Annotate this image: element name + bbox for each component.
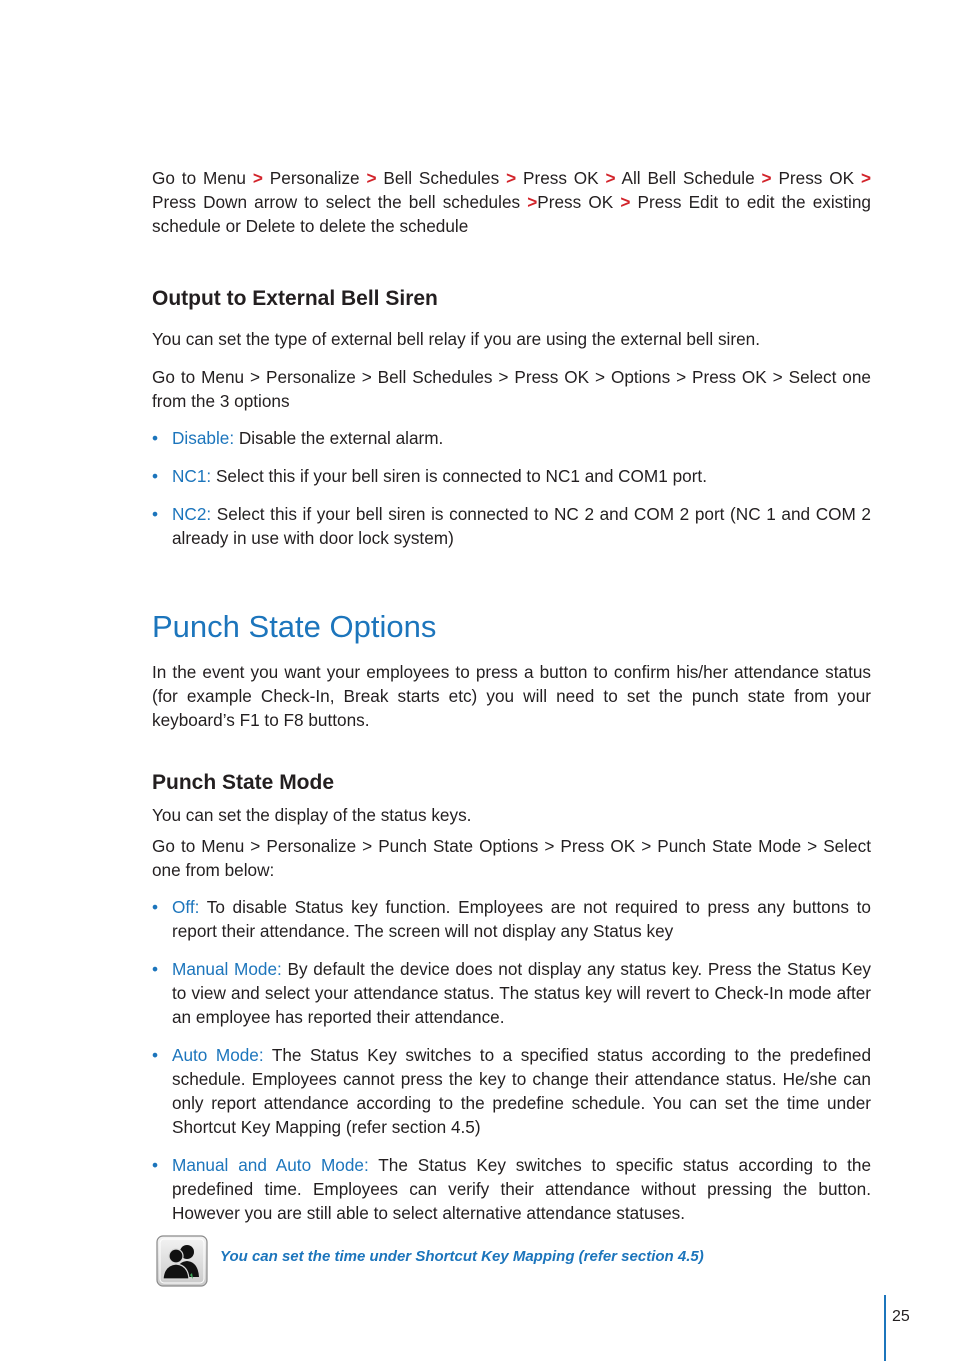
punch-state-description: In the event you want your employees to press a button to confirm his/her attendance status (for example Check-In, Break starts etc) you will need to set the punch state from your keyboard’s F1 to F8 buttons. xyxy=(152,662,871,730)
option-text: Select this if your bell siren is connected to NC1 and COM1 port. xyxy=(211,466,707,486)
page-number: 25 xyxy=(892,1308,910,1325)
option-text: Select this if your bell siren is connected to NC 2 and COM 2 port (NC 1 and COM 2 already in use with door lock system) xyxy=(172,504,871,548)
option-term: Auto Mode: xyxy=(172,1045,264,1065)
path-step: Bell Schedules xyxy=(383,168,500,188)
option-term: Off: xyxy=(172,897,200,917)
option-term: Manual Mode: xyxy=(172,959,282,979)
intro-menu-path xyxy=(152,166,871,238)
option-term: NC2: xyxy=(172,504,212,524)
punch-mode-options-list xyxy=(152,895,871,1225)
list-item xyxy=(152,426,871,450)
bell-siren-description: You can set the type of external bell relay if you are using the external bell siren. xyxy=(152,329,760,349)
punch-mode-description: You can set the display of the status keys. xyxy=(152,805,472,825)
users-icon xyxy=(156,1235,208,1287)
bell-siren-menu-path: Go to Menu > Personalize > Bell Schedules > Press OK > Options > Press OK > Select one from the 3 options xyxy=(152,367,871,411)
section-heading-punch-mode: Punch State Mode xyxy=(152,771,335,794)
option-text: By default the device does not display any status key. Press the Status Key to view and select your attendance status. The status key will revert to Check-In mode after an employee has reported their attendance. xyxy=(172,959,871,1027)
option-text: Disable the external alarm. xyxy=(234,428,444,448)
path-step: Press OK xyxy=(778,168,855,188)
path-arrow: > xyxy=(527,192,538,212)
path-arrow: > xyxy=(860,168,872,188)
option-text: To disable Status key function. Employees are not required to press any buttons to report their attendance. The screen will not display any Status key xyxy=(172,897,871,941)
path-step: Press Down arrow to select the bell schedules xyxy=(152,192,521,212)
path-step: Press Edit to edit the existing schedule or Delete to delete the schedule xyxy=(152,192,871,236)
page-content xyxy=(152,166,871,1225)
path-arrow: > xyxy=(620,192,631,212)
option-term: NC1: xyxy=(172,466,212,486)
note-callout xyxy=(156,1235,856,1289)
bullet-icon: • xyxy=(152,897,159,917)
option-term: Disable: xyxy=(172,428,235,448)
page-number-divider xyxy=(884,1295,886,1361)
list-item xyxy=(152,502,871,550)
bell-siren-options-list xyxy=(152,426,871,550)
bullet-icon: • xyxy=(152,1045,159,1065)
path-arrow: > xyxy=(761,168,772,188)
bullet-icon: • xyxy=(152,959,159,979)
list-item xyxy=(152,895,871,943)
section-heading-bell-siren: Output to External Bell Siren xyxy=(152,287,438,310)
path-step: All Bell Schedule xyxy=(621,168,755,188)
bullet-icon: • xyxy=(152,466,159,486)
punch-mode-menu-path: Go to Menu > Personalize > Punch State Options > Press OK > Punch State Mode > Select one from below: xyxy=(152,836,871,880)
path-arrow: > xyxy=(252,168,263,188)
path-step: Press OK xyxy=(523,168,599,188)
path-arrow: > xyxy=(605,168,616,188)
section-title-punch-state: Punch State Options xyxy=(152,609,437,644)
path-step: Personalize xyxy=(269,168,360,188)
bullet-icon: • xyxy=(152,1155,159,1175)
option-text: The Status Key switches to a specified status according to the predefined schedule. Employees cannot press the key to change their attendance status. He/she can only report attendance according to the predefine schedule. You can set the time under Shortcut Key Mapping (refer section 4.5) xyxy=(172,1045,872,1137)
note-text: You can set the time under Shortcut Key Mapping (refer section 4.5) xyxy=(220,1248,704,1265)
option-text: The Status Key switches to specific status according to the predefined time. Employees can verify their attendance without pressing the button. However you are still able to select alternative attendance statuses. xyxy=(172,1155,871,1223)
bullet-icon: • xyxy=(152,504,159,524)
option-term: Manual and Auto Mode: xyxy=(172,1155,369,1175)
bullet-icon: • xyxy=(152,428,159,448)
path-arrow: > xyxy=(366,168,377,188)
path-step: Go to Menu xyxy=(152,168,246,188)
path-arrow: > xyxy=(506,168,517,188)
list-item xyxy=(152,1043,871,1139)
list-item xyxy=(152,957,871,1029)
list-item xyxy=(152,1153,871,1225)
path-step: Press OK xyxy=(537,192,614,212)
list-item xyxy=(152,464,871,488)
